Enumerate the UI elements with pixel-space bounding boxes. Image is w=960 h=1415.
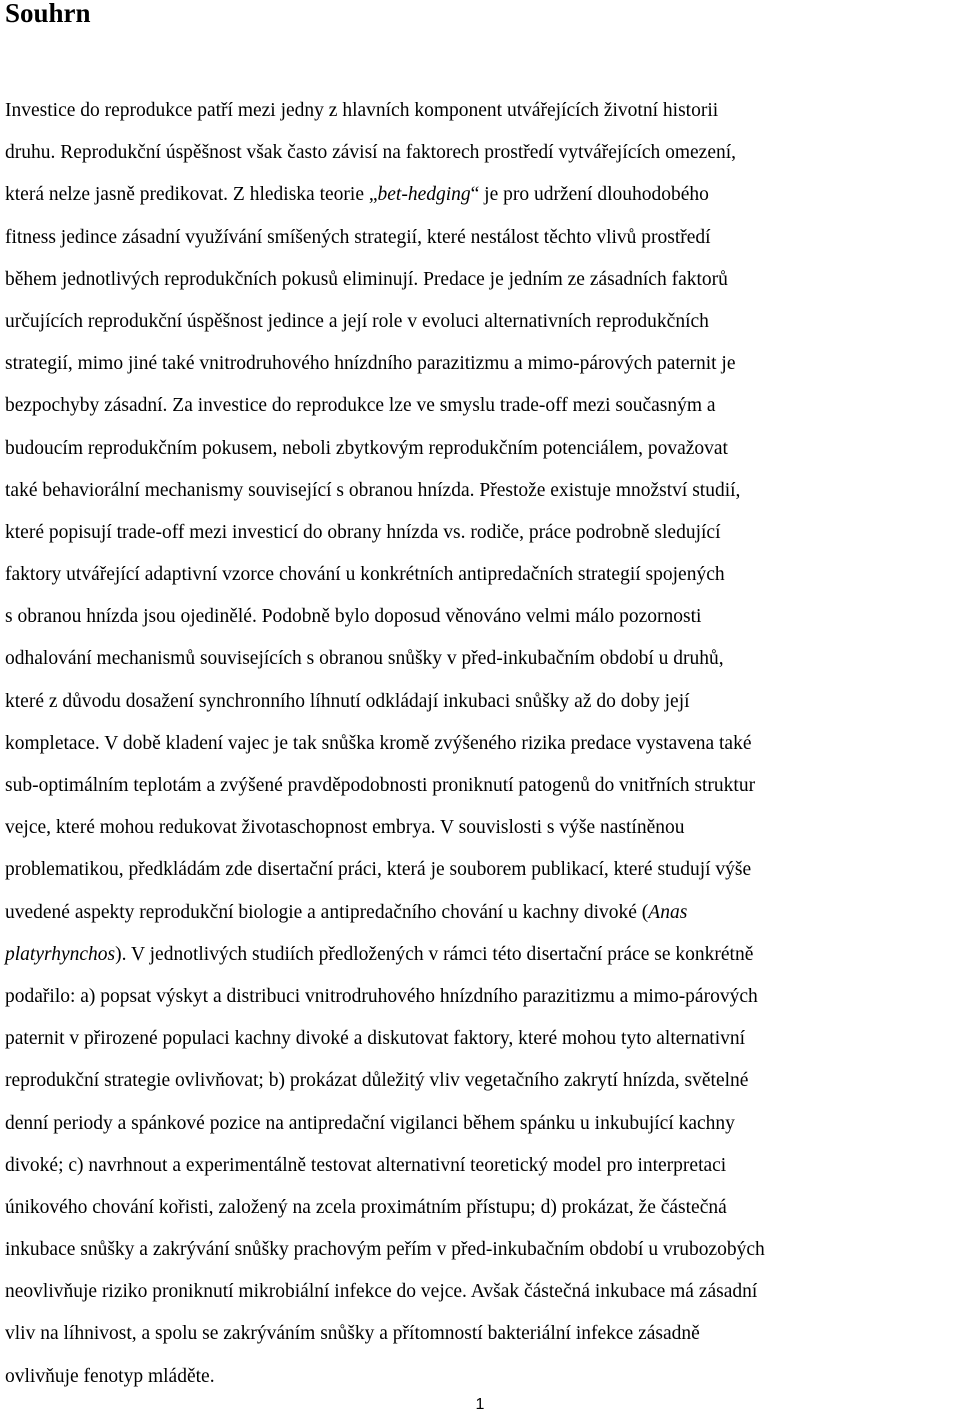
text-line	[5, 849, 960, 891]
text-line	[5, 259, 960, 301]
text-run: kompletace. V době kladení vajec je tak snůška kromě zvýšeného rizika predace vystavena také	[5, 732, 752, 754]
italic-term: bet-hedging	[377, 184, 471, 206]
text-line	[5, 385, 960, 427]
text-run: strategií, mimo jiné také vnitrodruhového hnízdního parazitizmu a mimo-párových paternit je	[5, 353, 736, 375]
text-line	[5, 174, 960, 216]
text-run: faktory utvářející adaptivní vzorce chování u konkrétních antipredačních strategií spojených	[5, 564, 725, 586]
text-run: inkubace snůšky a zakrývání snůšky prachovým peřím v před-inkubačním období u vrubozobých	[5, 1239, 765, 1261]
text-line	[5, 723, 960, 765]
text-run: s obranou hnízda jsou ojedinělé. Podobně bylo doposud věnováno velmi málo pozornosti	[5, 606, 702, 628]
text-line	[5, 1187, 960, 1229]
text-line	[5, 1229, 960, 1271]
text-line	[5, 1356, 960, 1398]
italic-term: platyrhynchos	[5, 943, 116, 965]
text-line	[5, 596, 960, 638]
text-run: během jednotlivých reprodukčních pokusů eliminují. Predace je jedním ze zásadních faktorů	[5, 268, 728, 290]
text-run: uvedené aspekty reprodukční biologie a antipredačního chování u kachny divoké (	[5, 901, 649, 923]
text-run: problematikou, předkládám zde disertační práci, která je souborem publikací, které studují výše	[5, 859, 752, 881]
text-line	[5, 1313, 960, 1355]
italic-term: Anas	[648, 901, 688, 923]
text-line	[5, 428, 960, 470]
text-line	[5, 132, 960, 174]
text-line	[5, 807, 960, 849]
text-run: bezpochyby zásadní. Za investice do reprodukce lze ve smyslu trade-off mezi současným a	[5, 395, 716, 417]
text-run: Investice do reprodukce patří mezi jedny z hlavních komponent utvářejících životní historii	[5, 100, 719, 121]
text-run: paternit v přirozené populaci kachny divoké a diskutovat faktory, které mohou tyto alternativní	[5, 1028, 746, 1050]
text-line	[5, 976, 960, 1018]
text-run: únikového chování kořisti, založený na zcela proximátním přístupu; d) prokázat, že částečná	[5, 1196, 727, 1218]
text-line	[5, 343, 960, 385]
text-line	[5, 554, 960, 596]
summary-paragraph	[5, 90, 960, 1398]
text-run: druhu. Reprodukční úspěšnost však často závisí na faktorech prostředí vytvářejících omezení,	[5, 142, 737, 164]
text-line	[5, 1018, 960, 1060]
text-line	[5, 1145, 960, 1187]
text-run: ). V jednotlivých studiích předložených v rámci této disertační práce se konkrétně	[115, 943, 754, 965]
text-line	[5, 681, 960, 723]
text-line	[5, 217, 960, 259]
text-run: divoké; c) navrhnout a experimentálně testovat alternativní teoretický model pro interpretaci	[5, 1154, 727, 1176]
text-line	[5, 90, 960, 132]
text-line	[5, 934, 960, 976]
text-run: denní periody a spánkové pozice na antipredační vigilanci během spánku u inkubující kachny	[5, 1112, 735, 1134]
text-line	[5, 512, 960, 554]
text-run: určujících reprodukční úspěšnost jedince a její role v evoluci alternativních reprodukčních	[5, 310, 709, 332]
text-run: neovlivňuje riziko proniknutí mikrobiální infekce do vejce. Avšak částečná inkubace má zásadní	[5, 1281, 758, 1303]
text-run: odhalování mechanismů souvisejících s obranou snůšky v před-inkubačním období u druhů,	[5, 648, 724, 670]
text-line	[5, 1060, 960, 1102]
text-run: sub-optimálním teplotám a zvýšené pravděpodobnosti proniknutí patogenů do vnitřních struktur	[5, 775, 756, 796]
text-run: vliv na líhnivost, a spolu se zakrýváním snůšky a přítomností bakteriální infekce zásadně	[5, 1323, 700, 1345]
section-heading: Souhrn	[5, 0, 91, 28]
text-line	[5, 1103, 960, 1145]
text-run: které popisují trade-off mezi investicí do obrany hnízda vs. rodiče, práce podrobně sledující	[5, 521, 721, 543]
text-line	[5, 638, 960, 680]
text-run: která nelze jasně predikovat. Z hlediska teorie „	[5, 184, 378, 206]
text-run: fitness jedince zásadní využívání smíšených strategií, které nestálost těchto vlivů prostředí	[5, 226, 711, 248]
text-line	[5, 892, 960, 934]
text-run: podařilo: a) popsat výskyt a distribuci vnitrodruhového hnízdního parazitizmu a mimo-párových	[5, 985, 758, 1007]
text-line	[5, 1271, 960, 1313]
text-line	[5, 470, 960, 512]
text-run: reprodukční strategie ovlivňovat; b) prokázat důležitý vliv vegetačního zakrytí hnízda, světelné	[5, 1070, 749, 1092]
text-line	[5, 301, 960, 343]
text-run: “ je pro udržení dlouhodobého	[470, 184, 709, 206]
text-run: budoucím reprodukčním pokusem, neboli zbytkovým reprodukčním potenciálem, považovat	[5, 437, 728, 459]
text-run: také behaviorální mechanismy související s obranou hnízda. Přestože existuje množství studií,	[5, 479, 741, 501]
text-run: které z důvodu dosažení synchronního líhnutí odkládají inkubaci snůšky až do doby její	[5, 690, 690, 712]
text-line	[5, 765, 960, 807]
text-run: ovlivňuje fenotyp mláděte.	[5, 1365, 215, 1387]
text-run: vejce, které mohou redukovat životaschopnost embrya. V souvislosti s výše nastíněnou	[5, 817, 685, 839]
page-number: 1	[475, 1396, 485, 1413]
